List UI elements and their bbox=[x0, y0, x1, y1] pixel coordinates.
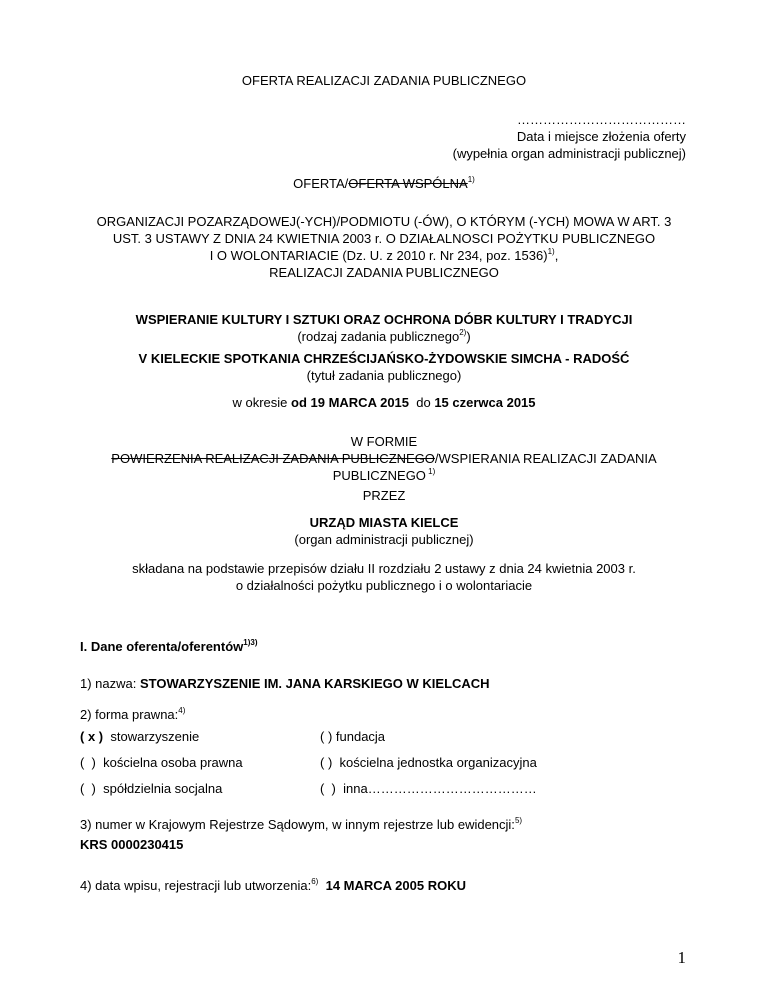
krs-label: 3) numer w Krajowym Rejestrze Sądowym, w innym rejestrze lub ewidencji:$^{5)}$ bbox=[80, 816, 523, 832]
task-title-caption: (tytuł zadania publicznego) bbox=[306, 368, 462, 383]
date-label: Data i miejsce złożenia oferty bbox=[516, 129, 686, 144]
form-line-2: POWIERZENIA REALIZACJI ZADANIA PUBLICZNEGO/WSPIERANIA REALIZACJI ZADANIA bbox=[111, 451, 657, 466]
offer-type: OFERTA/ bbox=[293, 176, 349, 191]
option-spoldzielnia: ( ) spółdzielnia socjalna bbox=[80, 781, 223, 796]
legal-basis-line-2: o działalności pożytku publicznego i o wolontariacie bbox=[235, 578, 533, 593]
date-note: (wypełnia organ administracji publicznej) bbox=[452, 146, 686, 161]
registration-date: 4) data wpisu, rejestracji lub utworzenia:$^{6)}$ 14 MARCA 2005 ROKU bbox=[80, 877, 466, 893]
option-fundacja: ( ) fundacja bbox=[320, 729, 386, 744]
period-from: od 19 MARCA 2015 bbox=[291, 395, 410, 410]
option-stowarzyszenie: ( x ) stowarzyszenie bbox=[80, 729, 200, 744]
org-line-3: I O WOLONTARIACIE (Dz. U. z 2010 r. Nr 234, poz. 1536)$^{1)}$, bbox=[209, 247, 559, 263]
org-line-2: UST. 3 USTAWY Z DNIA 24 KWIETNIA 2003 r. O DZIAŁALNOSCI POŻYTKU PUBLICZNEGO bbox=[112, 231, 656, 246]
option-inna: ( ) inna………………………………… bbox=[320, 781, 537, 796]
section-heading: I. Dane oferenta/oferentów$^{1)3)}$ bbox=[80, 638, 258, 654]
date-dots: ………………………………… bbox=[517, 112, 686, 127]
footnote-ref: 1) bbox=[467, 175, 475, 184]
org-line-1: ORGANIZACJI POZARZĄDOWEJ(-YCH)/PODMIOTU (-ÓW), O KTÓRYM (-YCH) MOWA W ART. 3 bbox=[96, 214, 672, 229]
offer-type-struck: OFERTA WSPÓLNA bbox=[348, 176, 468, 191]
form-block bbox=[0, 433, 768, 484]
offer-type-line bbox=[0, 176, 768, 191]
authority-caption: (organ administracji publicznej) bbox=[294, 532, 474, 547]
form-line-3: PUBLICZNEGO $^{1)}$ bbox=[332, 467, 436, 483]
period-to: 15 czerwca 2015 bbox=[434, 395, 536, 410]
legal-basis-line-1: składana na podstawie przepisów działu II rozdziału 2 ustawy z dnia 24 kwietnia 2003 r. bbox=[132, 561, 636, 576]
task-type: WSPIERANIE KULTURY I SZTUKI ORAZ OCHRONA DÓBR KULTURY I TRADYCJI bbox=[135, 312, 633, 327]
by-label: PRZEZ bbox=[362, 488, 406, 503]
form-line-1: W FORMIE bbox=[350, 434, 418, 449]
task-type-caption: (rodzaj zadania publicznego$^{2)}$) bbox=[297, 328, 471, 344]
organization-block bbox=[0, 213, 768, 281]
name-value: STOWARZYSZENIE IM. JANA KARSKIEGO W KIELCACH bbox=[139, 676, 490, 691]
legal-form-label: 2) forma prawna:$^{4)}$ bbox=[80, 706, 186, 722]
page-number: 1 bbox=[677, 948, 686, 967]
registration-date-value: 14 MARCA 2005 ROKU bbox=[325, 878, 466, 893]
task-title: V KIELECKIE SPOTKANIA CHRZEŚCIJAŃSKO-ŻYDOWSKIE SIMCHA - RADOŚĆ bbox=[138, 351, 630, 366]
krs-value: KRS 0000230415 bbox=[80, 837, 184, 852]
name-field: 1) nazwa: STOWARZYSZENIE IM. JANA KARSKIEGO W KIELCACH bbox=[80, 676, 490, 691]
org-line-4: REALIZACJI ZADANIA PUBLICZNEGO bbox=[269, 265, 499, 280]
authority-name: URZĄD MIASTA KIELCE bbox=[309, 515, 459, 530]
page-title: OFERTA REALIZACJI ZADANIA PUBLICZNEGO bbox=[241, 73, 527, 88]
task-period: w okresie od 19 MARCA 2015 do 15 czerwca 2015 bbox=[232, 395, 536, 410]
option-koscielna-osoba: ( ) kościelna osoba prawna bbox=[80, 755, 243, 770]
option-koscielna-jednostka: ( ) kościelna jednostka organizacyjna bbox=[320, 755, 537, 770]
